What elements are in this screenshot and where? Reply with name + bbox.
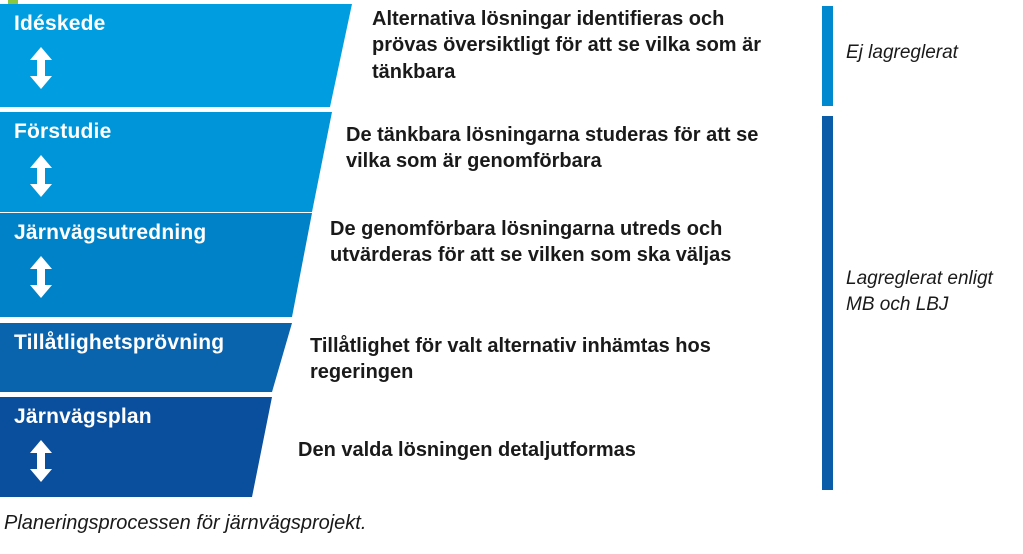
stage-label-tillatlighetsprovning: Tillåtlighetsprövning [14,331,225,354]
stage-label-forstudie: Förstudie [14,120,112,143]
stage-description-jarnvagsutredning: De genomförbara lösningarna utreds och utvärderas för att se vilken som ska väljas [330,218,732,267]
stage-forstudie [0,112,332,212]
stage-jarnvagsutredning [0,213,312,317]
stage-description-forstudie: De tänkbara lösningarna studeras för att se vilka som är genomförbara [346,124,759,173]
bracket-bar-unregulated [822,6,833,106]
side-note-regulated: Lagreglerat enligt MB och LBJ [846,268,993,315]
stage-jarnvagsplan [0,397,272,497]
double-arrow-vertical-icon [26,255,56,299]
stage-description-ideskede: Alternativa lösningar identifieras och prövas översiktligt för att se vilka som är tänkbara [372,8,762,83]
double-arrow-vertical-icon [26,154,56,198]
double-arrow-vertical-icon [26,46,56,90]
stage-label-ideskede: Idéskede [14,12,106,35]
bracket-bar-regulated [822,116,833,490]
double-arrow-vertical-icon [26,439,56,483]
stage-tillatlighetsprovning [0,323,292,392]
stage-ideskede [0,4,352,107]
stage-label-jarnvagsutredning: Järnvägsutredning [14,221,207,244]
stage-description-jarnvagsplan: Den valda lösningen detaljutformas [298,439,636,461]
side-note-unregulated: Ej lagreglerat [846,42,958,63]
stage-description-tillatlighetsprovning: Tillåtlighet för valt alternativ inhämtas hos regeringen [310,335,711,384]
figure-caption: Planeringsprocessen för järnvägsprojekt. [4,512,367,534]
stage-label-jarnvagsplan: Järnvägsplan [14,405,152,428]
